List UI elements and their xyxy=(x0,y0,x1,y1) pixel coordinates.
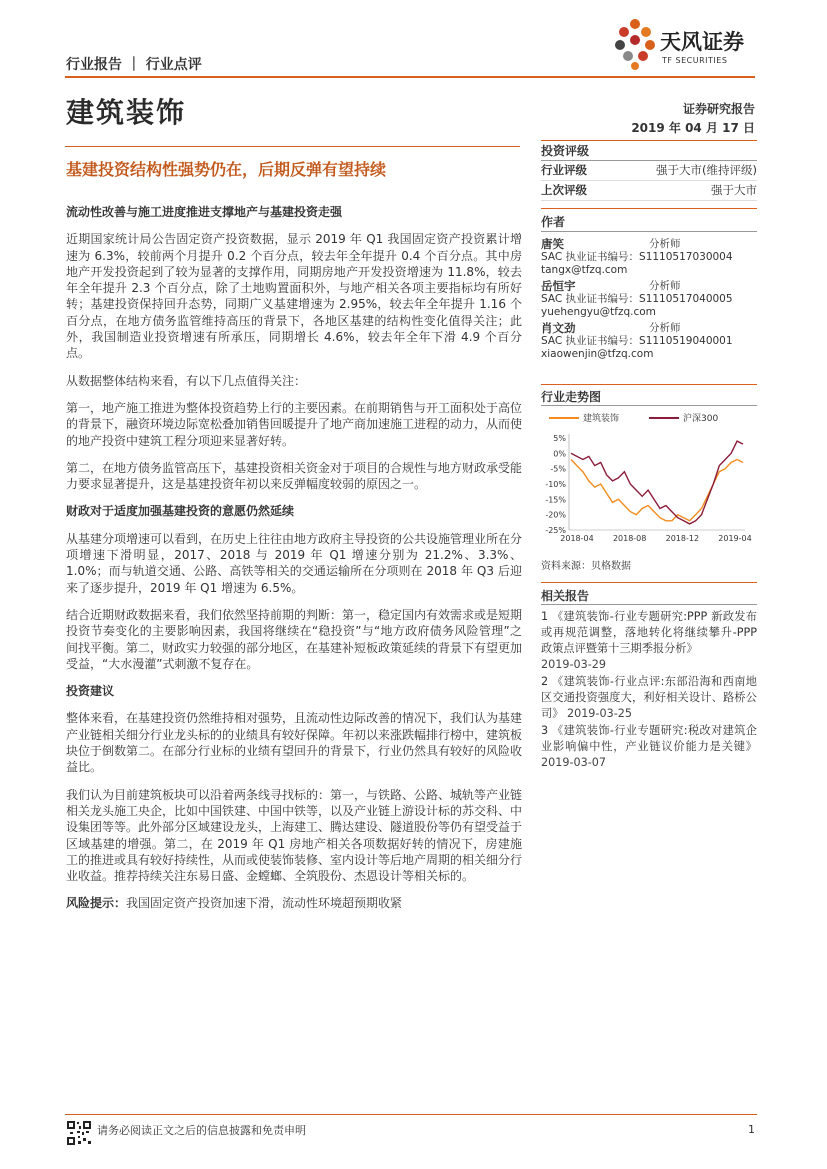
sector-name: 建筑装饰 xyxy=(66,96,187,129)
related-section xyxy=(541,582,757,772)
related-item[interactable] xyxy=(541,609,757,673)
paragraph: 近期国家统计局公告固定资产投资数据，显示 2019 年 Q1 我国固定资产投资累计增速为 6.3%，较前两个月提升 0.2 个百分点，较去年全年提升 0.4 个百分点。其中房地产开发投资起到了较为显著的支撑作用，同期房地产开发投资增速为 11.8%，较去年全年提升 2.3 个百分点，除了土地购置面积外，与地产相关各项主要指标均有所好转；基建投资保持回升态势，同期广义基建增速为 2.95%，较去年全年提升 1.16 个百分点，在地方债务监管维持高压的背景下，各地区基建的结构性变化值得关注；此外，我国制造业投资增速有所承压，同期增长 4.6%，较去年全年下滑 4.9 个百分点。 xyxy=(66,232,522,361)
paragraph: 整体来看，在基建投资仍然维持相对强势，且流动性边际改善的情况下，我们认为基建产业链相关细分行业龙头标的的业绩具有较好保障。年初以来涨跌幅排行榜中，建筑板块位于倒数第二。在部分行业标的业绩有望回升的背景下，行业仍然具有较好的风险收益比。 xyxy=(66,711,523,775)
title-divider xyxy=(65,146,520,147)
rating-label: 上次评级 xyxy=(541,183,587,197)
author-role: 分析师 xyxy=(649,322,681,334)
company-logo xyxy=(612,18,762,76)
section-heading: 投资建议 xyxy=(66,684,115,699)
author-card xyxy=(541,280,757,319)
rating-value: 强于大市(维持评级) xyxy=(656,163,757,177)
chart-source: 资料来源：贝格数据 xyxy=(541,561,631,572)
risk-label: 风险提示： xyxy=(66,896,127,911)
author-card xyxy=(541,322,757,361)
author-name: 唐笑 xyxy=(541,237,564,251)
rating-head: 投资评级 xyxy=(541,144,590,158)
page-number: 1 xyxy=(748,1123,755,1136)
author-role: 分析师 xyxy=(649,238,681,250)
report-type: 证券研究报告 xyxy=(682,102,755,116)
trend-section xyxy=(541,384,757,406)
trend-chart xyxy=(541,406,757,546)
rating-section xyxy=(541,140,757,201)
thin-divider xyxy=(541,231,757,232)
rating-row xyxy=(541,161,757,181)
related-date: 2019-03-25 xyxy=(566,707,632,720)
footer-disclaimer[interactable]: 请务必阅读正文之后的信息披露和免责申明 xyxy=(97,1124,306,1137)
x-tick-label: 2018-12 xyxy=(665,534,700,543)
x-tick-label: 2018-04 xyxy=(560,534,594,543)
y-tick-label: -5% xyxy=(550,464,566,474)
y-tick-label: -10% xyxy=(545,480,566,489)
paragraph: 结合近期财政数据来看，我们依然坚持前期的判断：第一，稳定国内有效需求或是短期投资节奏变化的主要影响因素，我国将继续在“稳投资”与“地方政府债务风险管理”之间找平衡。第二，财政实力较强的部分地区，在基建补短板政策延续的背景下有望更加受益，“大水漫灌”式刺激不复存在。 xyxy=(66,607,523,671)
author-name: 岳恒宇 xyxy=(541,279,576,293)
author-email[interactable]: tangx@tfzq.com xyxy=(541,264,628,276)
authors-section xyxy=(541,208,757,361)
y-tick-label: 0% xyxy=(553,449,566,459)
rating-row xyxy=(541,181,757,201)
logo-name: 天风证券 xyxy=(660,30,744,54)
author-cert: SAC 执业证书编号：S1110517030004 xyxy=(541,251,733,263)
trend-chart-svg xyxy=(541,406,757,546)
paragraph: 从基建分项增速可以看到，在历史上往往由地方政府主导投资的公共设施管理业所在分项增速下滑明显，2017、2018 与 2019 年 Q1 增速分别为 21.2%、3.3%、1.0%；而与轨道交通、公路、高铁等相关的交通运输所在分项则在 2018 年 Q3 后迎来了逐步提升，2019 年 Q1 增速为 6.5%。 xyxy=(66,531,523,595)
legend-label: 沪深300 xyxy=(683,414,719,424)
section-divider xyxy=(541,582,757,583)
y-tick-label: 5% xyxy=(553,434,566,443)
related-item[interactable] xyxy=(541,723,757,771)
related-head: 相关报告 xyxy=(541,589,590,603)
section-heading: 流动性改善与施工进度推进支撑地产与基建投资走强 xyxy=(66,205,343,219)
series-line xyxy=(571,441,743,524)
paragraph: 从数据整体结构来看，有以下几点值得关注： xyxy=(66,373,307,388)
author-email[interactable]: yuehengyu@tfzq.com xyxy=(541,306,656,318)
top-divider xyxy=(65,76,755,78)
author-name: 肖文劲 xyxy=(541,321,576,335)
x-tick-label: 2019-04 xyxy=(718,534,752,543)
series-line xyxy=(571,460,743,521)
logo-mark-icon xyxy=(612,18,658,70)
y-tick-label: -20% xyxy=(545,510,566,520)
doc-type: 行业报告 ｜ 行业点评 xyxy=(66,57,202,73)
footer-divider xyxy=(65,1114,757,1115)
related-title[interactable]: 1 《建筑装饰-行业专题研究:PPP 新政发布或再规范调整，落地转化将继续攀升-PPP 政策点评暨第十三期季报分析》 xyxy=(541,610,757,655)
logo-english: TF SECURITIES xyxy=(662,56,728,65)
y-tick-label: -15% xyxy=(545,495,566,505)
main-content xyxy=(66,204,522,923)
report-date: 2019 年 04 月 17 日 xyxy=(631,121,755,135)
related-list xyxy=(541,609,757,771)
rating-value: 强于大市 xyxy=(711,183,757,197)
paragraph: 第一，地产施工推进为整体投资趋势上行的主要因素。在前期销售与开工面积处于高位的背景下，融资环境边际宽松叠加销售回暖提升了地产商加速施工进程的动力，从而使的地产投资中建筑工程分项迎来显著好转。 xyxy=(66,400,523,448)
rating-label: 行业评级 xyxy=(541,163,587,177)
paragraph: 第二，在地方债务监管高压下，基建投资相关资金对于项目的合规性与地方财政承受能力要求显著提升，这是基建投资年初以来反弹幅度较弱的原因之一。 xyxy=(66,460,523,492)
risk-text: 我国固定资产投资加速下滑，流动性环境超预期收紧 xyxy=(126,896,403,911)
related-date: 2019-03-29 xyxy=(541,658,607,671)
trend-head: 行业走势图 xyxy=(541,390,602,404)
qr-code-icon xyxy=(66,1120,92,1146)
x-tick-label: 2018-08 xyxy=(612,534,647,543)
paragraph: 我们认为目前建筑板块可以沿着两条线寻找标的：第一，与铁路、公路、城轨等产业链相关龙头施工央企，比如中国铁建、中国中铁等，以及产业链上游设计标的苏交科、中设集团等等。此外部分区域建设龙头，上海建工、腾达建设、隧道股份等仍有望受益于区域基建的增强。第二，在 2019 年 Q1 房地产相关各项数据好转的情况下，房建施工的推进或具有较好持续性，从而或使装饰装修、室内设计等后地产周期的相关细分行业收益。推荐持续关注东易日盛、金螳螂、全筑股份、杰恩设计等相关标的。 xyxy=(66,787,523,884)
legend-label: 建筑装饰 xyxy=(583,414,620,424)
author-cert: SAC 执业证书编号：S1110519040001 xyxy=(541,335,733,347)
author-email[interactable]: xiaowenjin@tfzq.com xyxy=(541,348,654,360)
section-heading: 财政对于适度加强基建投资的意愿仍然延续 xyxy=(66,504,295,519)
report-title: 基建投资结构性强势仍在，后期反弹有望持续 xyxy=(66,160,387,179)
author-role: 分析师 xyxy=(649,280,681,292)
y-tick-label: -25% xyxy=(545,526,566,535)
author-card xyxy=(541,238,757,277)
related-date: 2019-03-07 xyxy=(541,756,607,769)
risk-warning xyxy=(66,895,522,911)
related-item[interactable] xyxy=(541,674,757,722)
section-divider xyxy=(541,140,757,141)
related-title[interactable]: 2 《建筑装饰-行业点评:东部沿海和西南地区交通投资强度大，利好相关设计、路桥公司》 xyxy=(541,675,757,720)
authors-head: 作者 xyxy=(541,215,566,229)
author-cert: SAC 执业证书编号：S1110517040005 xyxy=(541,293,733,305)
related-title[interactable]: 3 《建筑装饰-行业专题研究:税改对建筑企业影响偏中性，产业链议价能力是关键》 xyxy=(541,724,757,753)
section-divider xyxy=(541,208,757,209)
section-divider xyxy=(541,384,757,385)
thin-divider xyxy=(541,604,757,605)
